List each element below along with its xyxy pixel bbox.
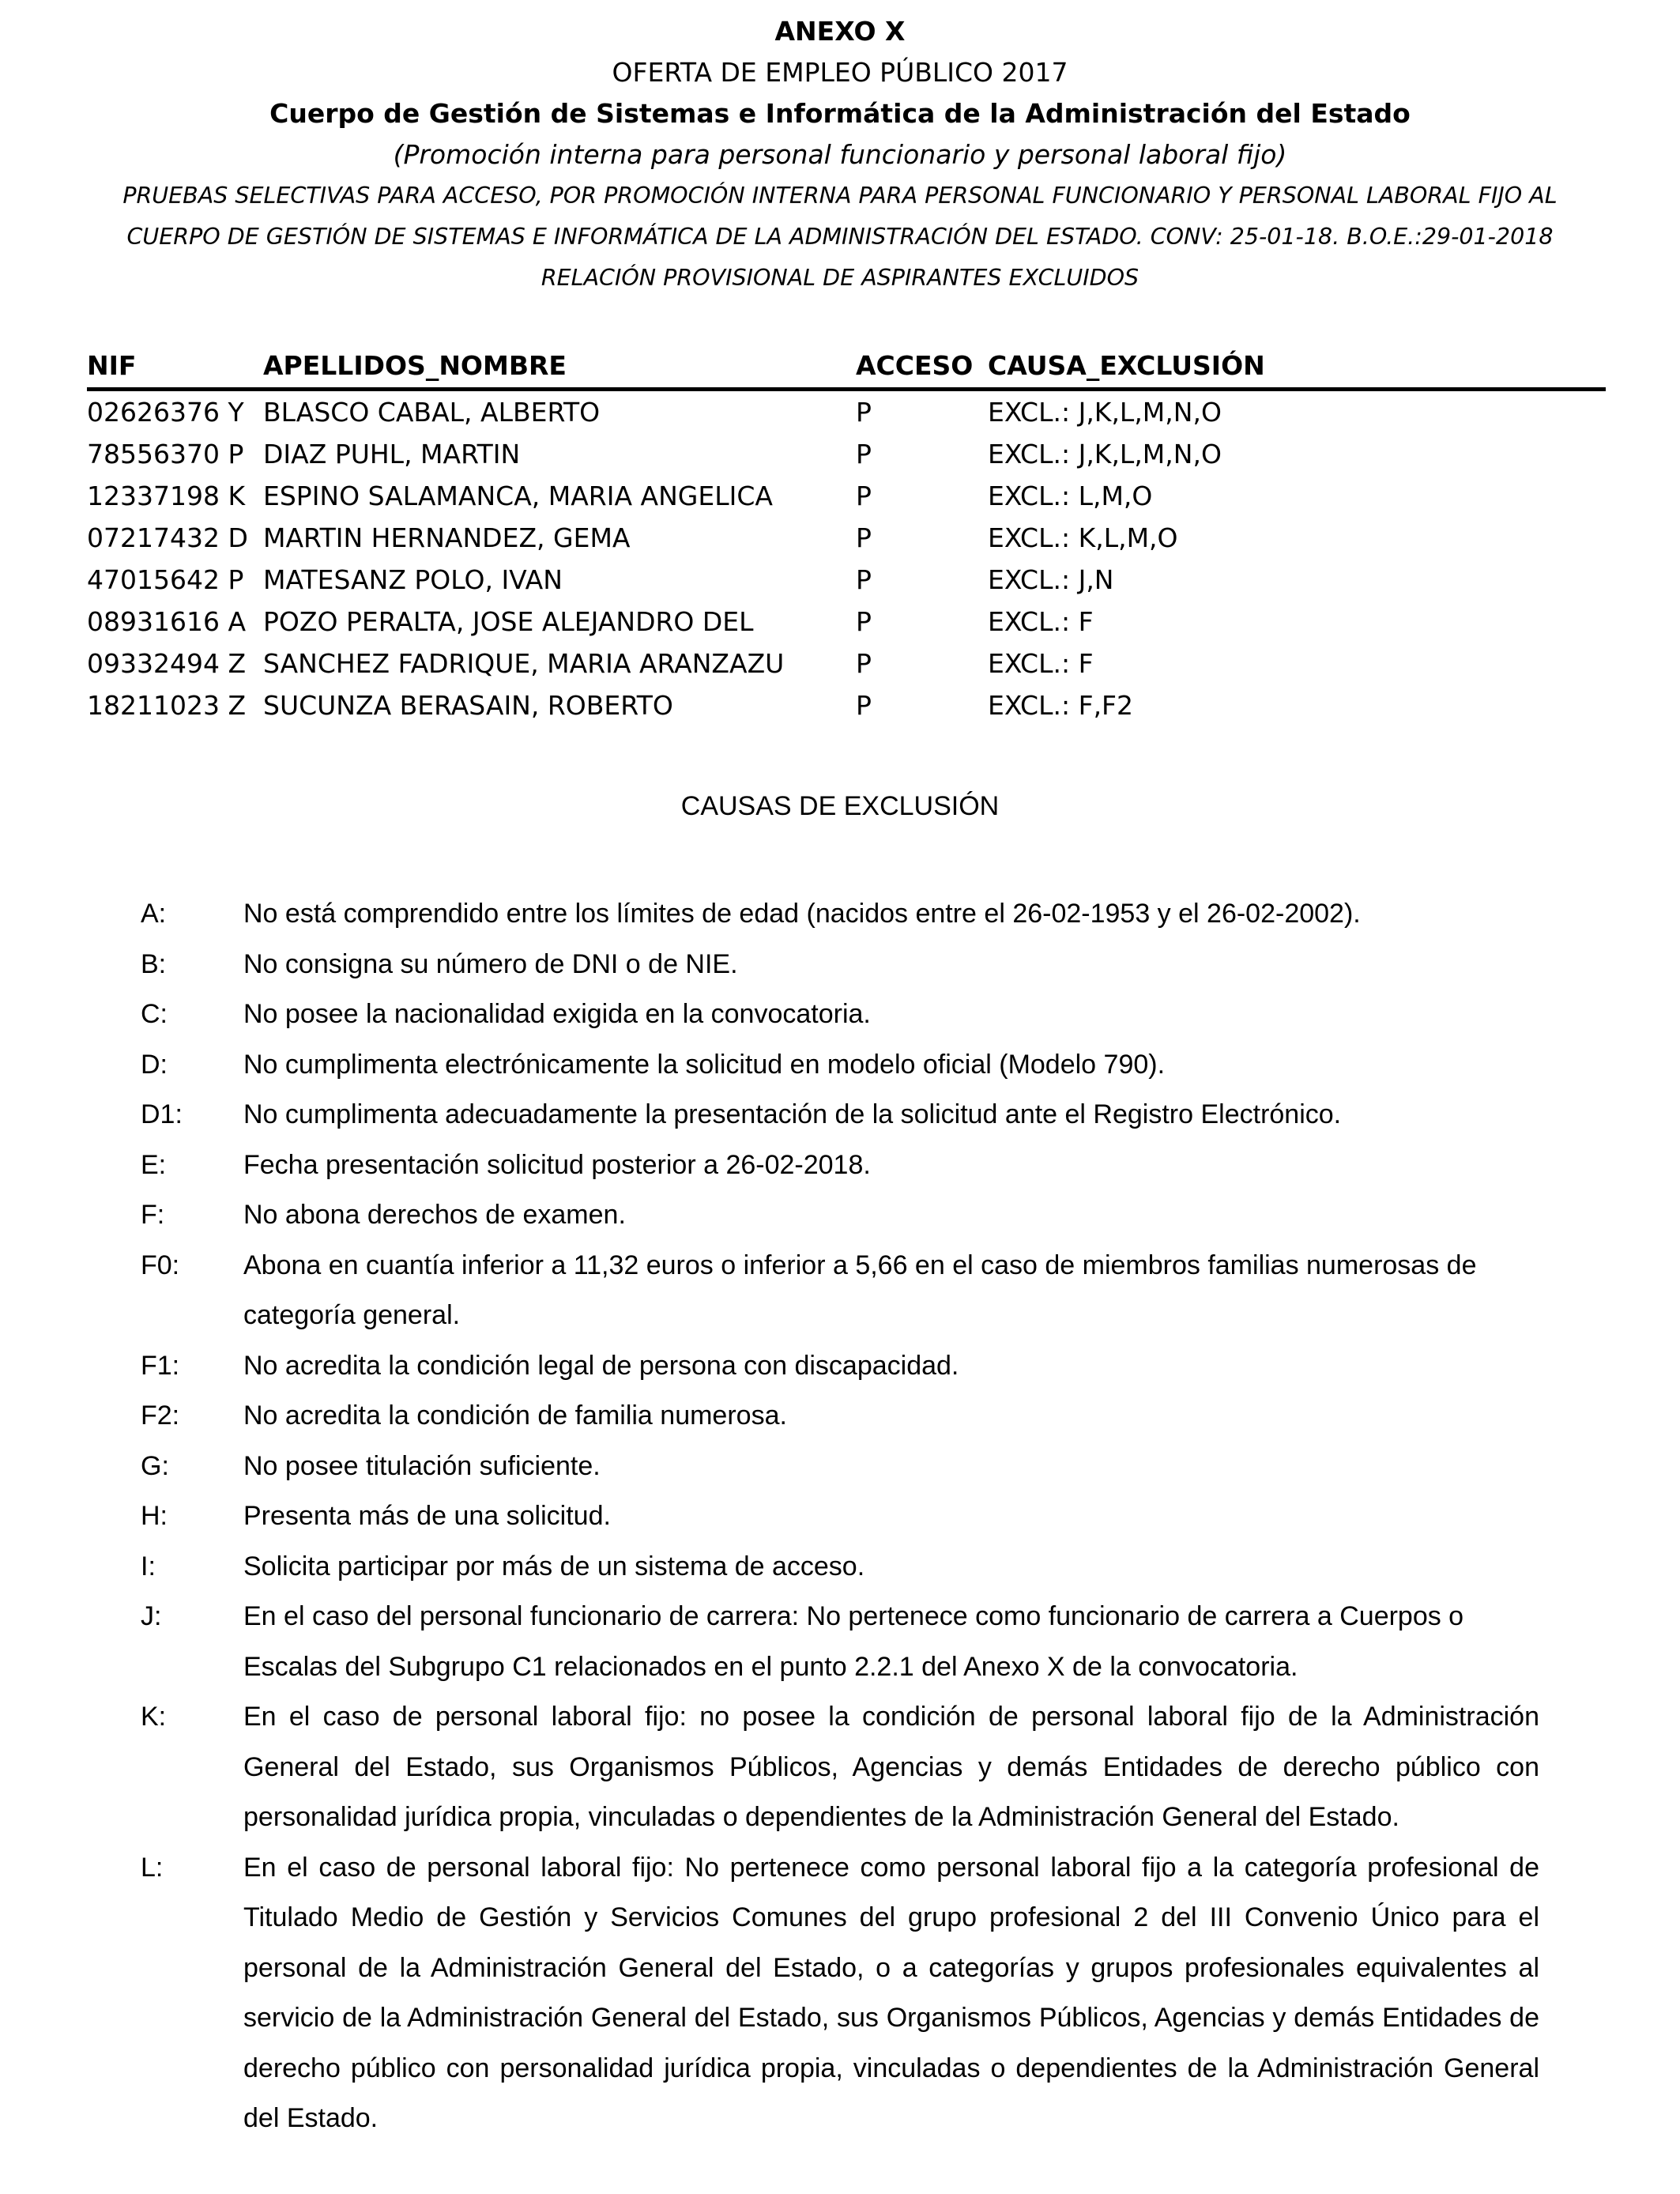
cell-causa: EXCL.: J,N — [988, 564, 1114, 595]
cell-name: ESPINO SALAMANCA, MARIA ANGELICA — [263, 481, 773, 511]
cell-name: SUCUNZA BERASAIN, ROBERTO — [263, 690, 673, 721]
cause-text: No cumplimenta electrónicamente la solicitud en modelo oficial (Modelo 790). — [243, 1049, 1166, 1080]
column-header-causa: CAUSA_EXCLUSIÓN — [988, 350, 1265, 381]
cause-code: F: — [141, 1200, 165, 1230]
cause-item — [141, 1542, 1539, 1593]
cause-item — [141, 1391, 1539, 1442]
table-row — [87, 601, 1606, 643]
causas-title: CAUSAS DE EXCLUSIÓN — [680, 791, 1000, 821]
cause-item — [141, 1442, 1539, 1492]
cell-causa: EXCL.: F,F2 — [988, 690, 1134, 721]
cell-acceso: P — [856, 606, 872, 637]
cell-acceso: P — [856, 690, 872, 721]
excluded-table — [87, 348, 1606, 726]
cell-causa: EXCL.: K,L,M,O — [988, 522, 1178, 553]
cell-nif: 07217432 D — [87, 522, 248, 553]
pruebas-line-2: CUERPO DE GESTIÓN DE SISTEMAS E INFORMÁTICA DE LA ADMINISTRACIÓN DEL ESTADO. CONV: 25-01-18. B.O.E.:29-01-2018 — [126, 224, 1554, 250]
cause-code: F0: — [141, 1250, 180, 1280]
relacion-title: RELACIÓN PROVISIONAL DE ASPIRANTES EXCLUIDOS — [541, 265, 1139, 291]
cell-nif: 12337198 K — [87, 481, 246, 511]
cell-nif: 08931616 A — [87, 606, 247, 637]
oferta-title: OFERTA DE EMPLEO PÚBLICO 2017 — [612, 57, 1068, 88]
cause-item — [141, 1241, 1539, 1341]
cause-text: En el caso del personal funcionario de carrera: No pertenece como funcionario de carrera a Cuerpos o Escalas del Subgrupo C1 relacionados en el punto 2.2.1 del Anexo X de la convocatoria. — [243, 1601, 1464, 1682]
pruebas-line-1: PRUEBAS SELECTIVAS PARA ACCESO, POR PROMOCIÓN INTERNA PARA PERSONAL FUNCIONARIO Y PERSONAL LABORAL FIJO AL — [122, 183, 1558, 209]
cell-causa: EXCL.: J,K,L,M,N,O — [988, 439, 1222, 469]
cause-text: No acredita la condición legal de persona con discapacidad. — [243, 1350, 959, 1381]
causes-list — [141, 889, 1539, 2144]
table-row — [87, 475, 1606, 517]
cause-item — [141, 889, 1539, 940]
cell-name: DIAZ PUHL, MARTIN — [263, 439, 521, 469]
cause-code: C: — [141, 999, 168, 1029]
cause-text: Abona en cuantía inferior a 11,32 euros o inferior a 5,66 en el caso de miembros familias numerosas de categoría general. — [243, 1250, 1477, 1330]
cause-text: Presenta más de una solicitud. — [243, 1501, 611, 1531]
column-header-name: APELLIDOS_NOMBRE — [263, 350, 567, 381]
cause-text: No posee titulación suficiente. — [243, 1450, 601, 1481]
cell-nif: 78556370 P — [87, 439, 244, 469]
cell-name: MATESANZ POLO, IVAN — [263, 564, 563, 595]
cuerpo-title: Cuerpo de Gestión de Sistemas e Informática de la Administración del Estado — [269, 98, 1411, 129]
table-header — [87, 348, 1606, 391]
cause-item — [141, 990, 1539, 1040]
cause-text: En el caso de personal laboral fijo: No pertenece como personal laboral fijo a la categoría profesional de Titulado Medio de Gestión y Servicios Comunes del grupo profesional 2 del III Convenio Único para el personal de la Administración General del Estado, o a categorías y grupos profesionales equivalentes al servicio de la Administración General del Estado, sus Organismos Públicos, Agencias y demás Entidades de derecho público con personalidad jurídica propia, vinculadas o dependientes de la Administración General del Estado. — [243, 1852, 1539, 2133]
cell-name: MARTIN HERNANDEZ, GEMA — [263, 522, 631, 553]
cause-item — [141, 940, 1539, 990]
cause-text: No consigna su número de DNI o de NIE. — [243, 948, 738, 979]
cell-causa: EXCL.: F — [988, 648, 1094, 679]
cause-text: En el caso de personal laboral fijo: no posee la condición de personal laboral fijo de la Administración General del Estado, sus Organismos Públicos, Agencias y demás Entidades de derecho público con personalidad jurídica propia, vinculadas o dependientes de la Administración General del Estado. — [243, 1702, 1539, 1832]
table-row — [87, 391, 1606, 433]
cause-text: No abona derechos de examen. — [243, 1200, 626, 1230]
cause-item — [141, 1040, 1539, 1091]
cell-nif: 18211023 Z — [87, 690, 247, 721]
cause-text: No posee la nacionalidad exigida en la convocatoria. — [243, 999, 871, 1029]
cell-acceso: P — [856, 397, 872, 428]
cell-causa: EXCL.: F — [988, 606, 1094, 637]
cell-acceso: P — [856, 481, 872, 511]
cause-text: No está comprendido entre los límites de edad (nacidos entre el 26-02-1953 y el 26-02-2002). — [243, 899, 1361, 929]
cell-name: BLASCO CABAL, ALBERTO — [263, 397, 601, 428]
table-row — [87, 559, 1606, 601]
cause-code: G: — [141, 1450, 169, 1481]
cause-code: K: — [141, 1702, 167, 1732]
table-row — [87, 517, 1606, 559]
annex-title: ANEXO X — [774, 16, 906, 47]
cause-code: F2: — [141, 1400, 180, 1431]
cell-nif: 09332494 Z — [87, 648, 247, 679]
cause-item — [141, 1592, 1539, 1692]
cause-text: Solicita participar por más de un sistema de acceso. — [243, 1551, 865, 1581]
cell-nif: 02626376 Y — [87, 397, 244, 428]
cell-causa: EXCL.: L,M,O — [988, 481, 1153, 511]
cause-code: H: — [141, 1501, 168, 1531]
cause-code: J: — [141, 1601, 162, 1631]
cell-causa: EXCL.: J,K,L,M,N,O — [988, 397, 1222, 428]
cell-nif: 47015642 P — [87, 564, 244, 595]
cause-code: L: — [141, 1852, 164, 1883]
cause-item — [141, 1090, 1539, 1140]
cell-acceso: P — [856, 564, 872, 595]
cause-item — [141, 1843, 1539, 2144]
cause-item — [141, 1491, 1539, 1542]
cell-name: POZO PERALTA, JOSE ALEJANDRO DEL — [263, 606, 754, 637]
column-header-nif: NIF — [87, 350, 137, 381]
cause-code: B: — [141, 948, 167, 979]
promocion-subtitle: (Promoción interna para personal funcionario y personal laboral fijo) — [393, 139, 1287, 170]
table-row — [87, 433, 1606, 475]
cell-acceso: P — [856, 648, 872, 679]
cause-item — [141, 1140, 1539, 1191]
document-header — [0, 11, 1680, 299]
cell-name: SANCHEZ FADRIQUE, MARIA ARANZAZU — [263, 648, 785, 679]
cell-acceso: P — [856, 522, 872, 553]
table-row — [87, 643, 1606, 684]
cause-text: Fecha presentación solicitud posterior a 26-02-2018. — [243, 1149, 871, 1180]
cause-item — [141, 1341, 1539, 1392]
cause-code: D1: — [141, 1099, 183, 1129]
cause-code: I: — [141, 1551, 156, 1581]
cell-acceso: P — [856, 439, 872, 469]
cause-item — [141, 1692, 1539, 1843]
cause-code: F1: — [141, 1350, 180, 1381]
cause-code: D: — [141, 1049, 168, 1080]
cause-code: E: — [141, 1149, 167, 1180]
column-header-acceso: ACCESO — [856, 350, 974, 381]
cause-text: No acredita la condición de familia numerosa. — [243, 1400, 787, 1431]
table-row — [87, 684, 1606, 726]
cause-code: A: — [141, 899, 167, 929]
cause-text: No cumplimenta adecuadamente la presentación de la solicitud ante el Registro Electrónico. — [243, 1099, 1342, 1129]
cause-item — [141, 1190, 1539, 1241]
